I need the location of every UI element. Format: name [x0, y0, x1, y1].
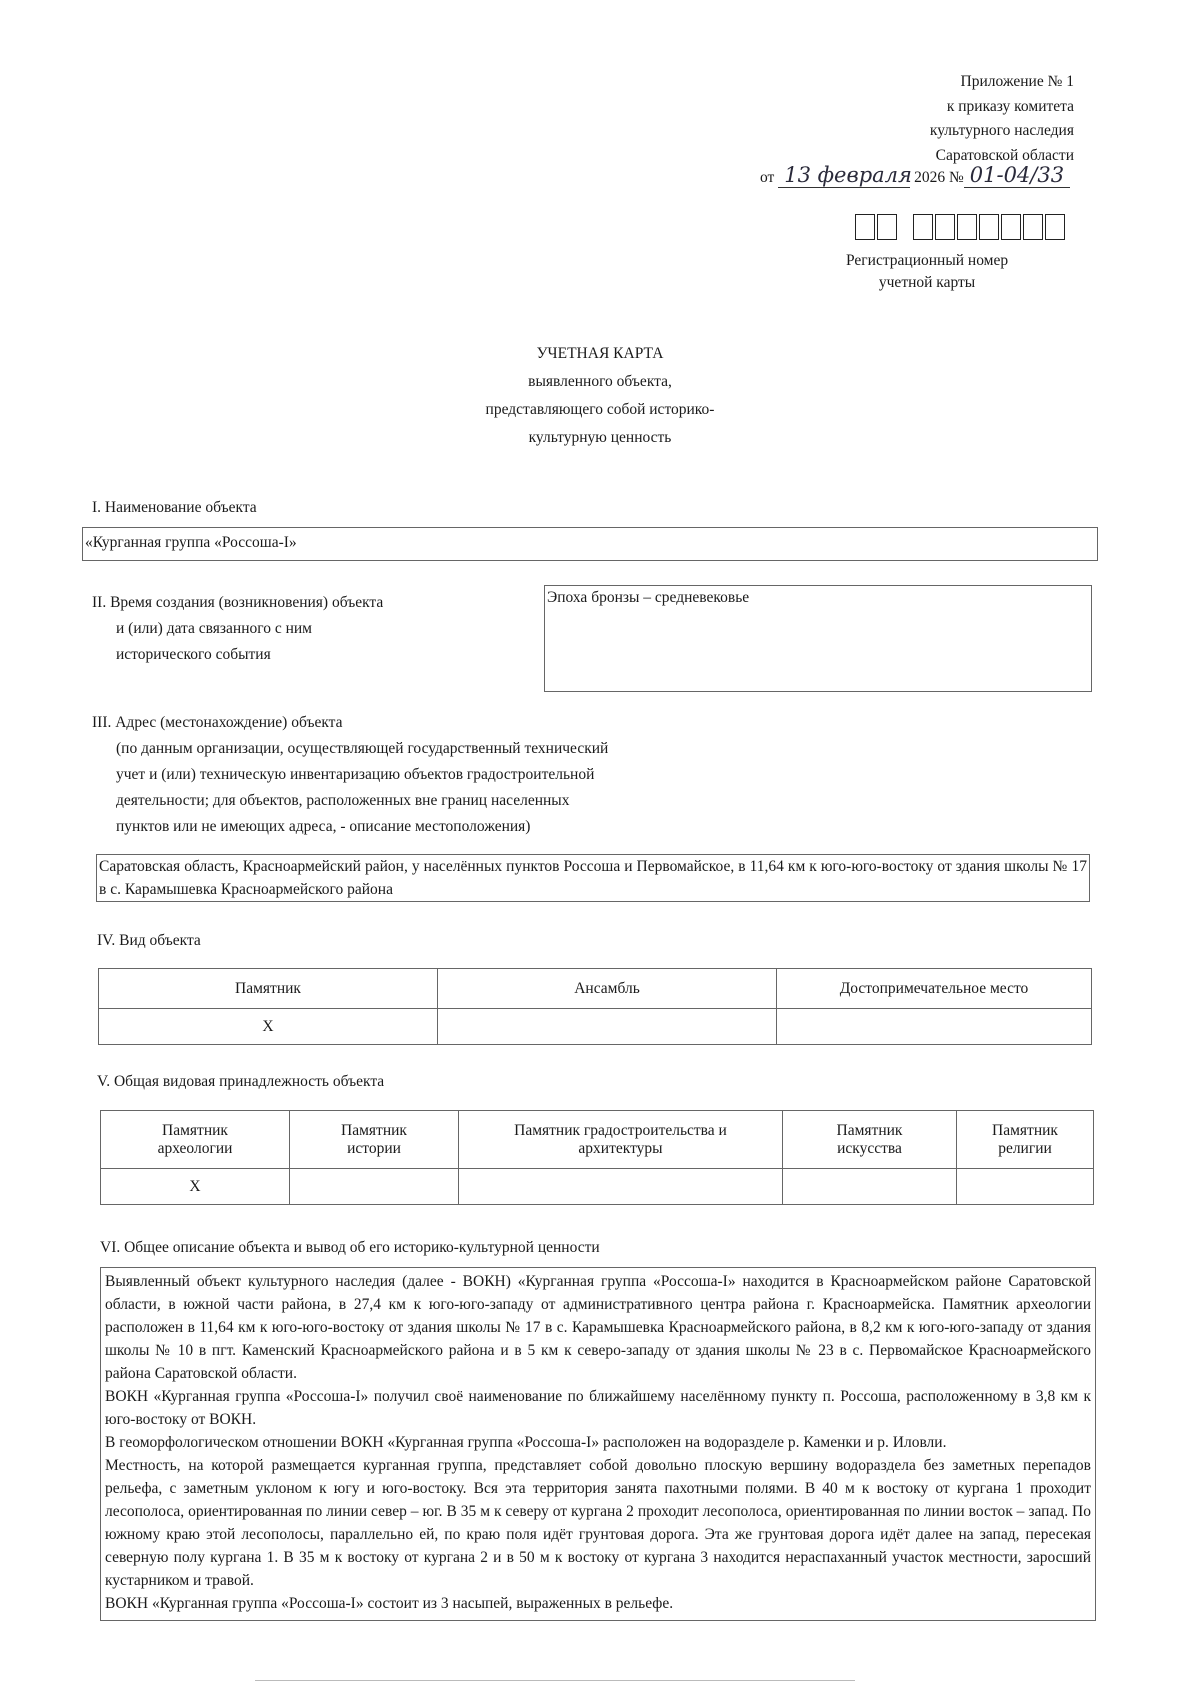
category-column-header — [783, 1111, 957, 1169]
category-header-line: Памятник — [162, 1121, 228, 1139]
appendix-block — [930, 70, 1074, 168]
object-type-column-header: Ансамбль — [438, 969, 777, 1009]
description-paragraph: ВОКН «Курганная группа «Россоша-I» состоит из 3 насыпей, выраженных в рельефе. — [105, 1595, 674, 1612]
appendix-line-3: культурного наследия — [929, 122, 1074, 139]
section-2-heading — [92, 590, 383, 668]
category-header-line: искусства — [837, 1139, 902, 1157]
object-type-mark — [438, 1009, 777, 1045]
reg-digit-box — [877, 214, 897, 240]
object-type-mark-row — [99, 1009, 1092, 1045]
page-bottom-rule — [255, 1680, 855, 1681]
category-mark: X — [101, 1169, 290, 1205]
object-type-header-row — [99, 969, 1092, 1009]
order-year: 2026 — [914, 169, 946, 186]
registration-label-line-2: учетной карты — [878, 274, 976, 291]
category-header-line: истории — [347, 1139, 401, 1157]
category-mark — [783, 1169, 957, 1205]
description-paragraph: Выявленный объект культурного наследия (далее - ВОКН) «Курганная группа «Россоша-I» находится в Красноармейском районе Саратовской области, в южной части района, в 27,4 км к юго-юго-западу от административного центра района г. Красноармейска. Памятник археологии расположен в 11,64 км к юго-юго-востоку от здания школы № 17 в с. Карамышевка Красноармейского района, в 8,2 км к юго-юго-западу от здания школы № 10 в пгт. Каменский Красноармейского района и в 5 км к северо-западу от здания школы № 23 в с. Первомайское Красноармейского района Саратовской области. — [105, 1273, 1091, 1382]
section-2-heading-line-3: исторического события — [116, 646, 271, 663]
title-line-4: культурную ценность — [528, 429, 672, 446]
description-paragraph: В геоморфологическом отношении ВОКН «Курганная группа «Россоша-I» расположен на водоразделе р. Каменки и р. Иловли. — [105, 1434, 947, 1451]
category-mark — [290, 1169, 459, 1205]
order-date-handwritten: 13 февраля — [778, 163, 910, 188]
order-number-handwritten: 01-04/33 — [964, 163, 1070, 188]
registration-number-boxes — [855, 214, 1065, 240]
order-from-prefix: от — [760, 169, 775, 186]
section-3-note-line-2: учет и (или) техническую инвентаризацию объектов градостроительной — [116, 766, 595, 783]
section-3-heading-line: III. Адрес (местонахождение) объекта — [92, 714, 343, 731]
object-type-table — [98, 968, 1092, 1045]
section-3-note-line-4: пунктов или не имеющих адреса, - описание местоположения) — [116, 818, 531, 835]
description-paragraph: ВОКН «Курганная группа «Россоша-I» получил своё наименование по ближайшему населённому пункту п. Россоша, расположенному в 3,8 км к юго-востоку от ВОКН. — [105, 1388, 1091, 1428]
registration-label-line-1: Регистрационный номер — [846, 252, 1009, 269]
category-header-line: религии — [998, 1139, 1052, 1157]
section-2-heading-line-2: и (или) дата связанного с ним — [116, 620, 312, 637]
title-line-3: представляющего собой историко- — [485, 401, 715, 418]
category-header-row — [101, 1111, 1094, 1169]
reg-digit-box — [1001, 214, 1021, 240]
document-title — [0, 340, 1200, 452]
category-header-line: Памятник градостроительства и — [514, 1121, 727, 1139]
category-header-line: Памятник — [341, 1121, 407, 1139]
reg-digit-box — [935, 214, 955, 240]
object-type-column-header: Памятник — [99, 969, 438, 1009]
title-line-2: выявленного объекта, — [528, 373, 672, 390]
reg-digit-box — [913, 214, 933, 240]
section-3-note-line-3: деятельности; для объектов, расположенных вне границ населенных — [116, 792, 570, 809]
category-header-line: Памятник — [836, 1121, 903, 1139]
section-3-note-line-1: (по данным организации, осуществляющей государственный технический — [116, 740, 609, 757]
section-6-heading: VI. Общее описание объекта и вывод об его историко-культурной ценности — [100, 1239, 600, 1256]
reg-digit-box — [855, 214, 875, 240]
section-1-heading: I. Наименование объекта — [92, 499, 257, 516]
object-name-field: «Курганная группа «Россоша-I» — [82, 527, 1098, 561]
order-number-prefix: № — [948, 169, 964, 186]
category-header-line: архитектуры — [578, 1139, 663, 1157]
title-line-1: УЧЕТНАЯ КАРТА — [536, 345, 664, 362]
order-date-number — [760, 163, 1070, 188]
object-type-column-header: Достопримечательное место — [777, 969, 1092, 1009]
category-header-line: археологии — [157, 1139, 233, 1157]
category-column-header — [101, 1111, 290, 1169]
reg-digit-box — [979, 214, 999, 240]
registration-label — [846, 250, 1008, 294]
category-column-header — [957, 1111, 1094, 1169]
creation-date-field: Эпоха бронзы – средневековье — [544, 585, 1092, 692]
description-field — [100, 1267, 1096, 1621]
appendix-line-1: Приложение № 1 — [960, 73, 1074, 90]
appendix-line-4: Саратовской области — [935, 146, 1074, 164]
reg-digit-box — [957, 214, 977, 240]
category-mark-row — [101, 1169, 1094, 1205]
section-3-heading — [92, 710, 608, 840]
category-mark — [957, 1169, 1094, 1205]
category-column-header — [290, 1111, 459, 1169]
category-mark — [459, 1169, 783, 1205]
section-2-heading-line-1: II. Время создания (возникновения) объекта — [92, 594, 384, 611]
reg-digit-box — [1045, 214, 1065, 240]
address-field: Саратовская область, Красноармейский район, у населённых пунктов Россоша и Первомайское, в 11,64 км к юго-юго-востоку от здания школы № 17 в с. Карамышевка Красноармейского района — [96, 854, 1090, 902]
category-column-header — [459, 1111, 783, 1169]
object-type-mark: X — [99, 1009, 438, 1045]
category-table — [100, 1110, 1094, 1205]
description-paragraph: Местность, на которой размещается курганная группа, представляет собой довольно плоскую вершину водораздела без заметных перепадов рельефа, с заметным уклоном к югу и юго-востоку. Вся эта территория занята пахотными полями. В 40 м к востоку от кургана 1 проходит лесополоса, ориентированная по линии север – юг. В 35 м к северу от кургана 2 проходит лесополоса, ориентированная по линии восток – запад. По южному краю этой лесополосы, параллельно ей, по краю поля идёт грунтовая дорога. Эта же грунтовая дорога идёт далее на запад, пересекая северную полу кургана 1. В 35 м к востоку от кургана 2 и в 50 м к востоку от кургана 3 находится нераспаханный участок местности, заросший кустарником и травой. — [105, 1457, 1091, 1589]
reg-digit-box — [1023, 214, 1043, 240]
object-type-mark — [777, 1009, 1092, 1045]
appendix-line-2: к приказу комитета — [946, 97, 1074, 115]
category-header-line: Памятник — [992, 1121, 1058, 1139]
section-5-heading: V. Общая видовая принадлежность объекта — [97, 1073, 385, 1090]
section-4-heading: IV. Вид объекта — [97, 932, 201, 949]
